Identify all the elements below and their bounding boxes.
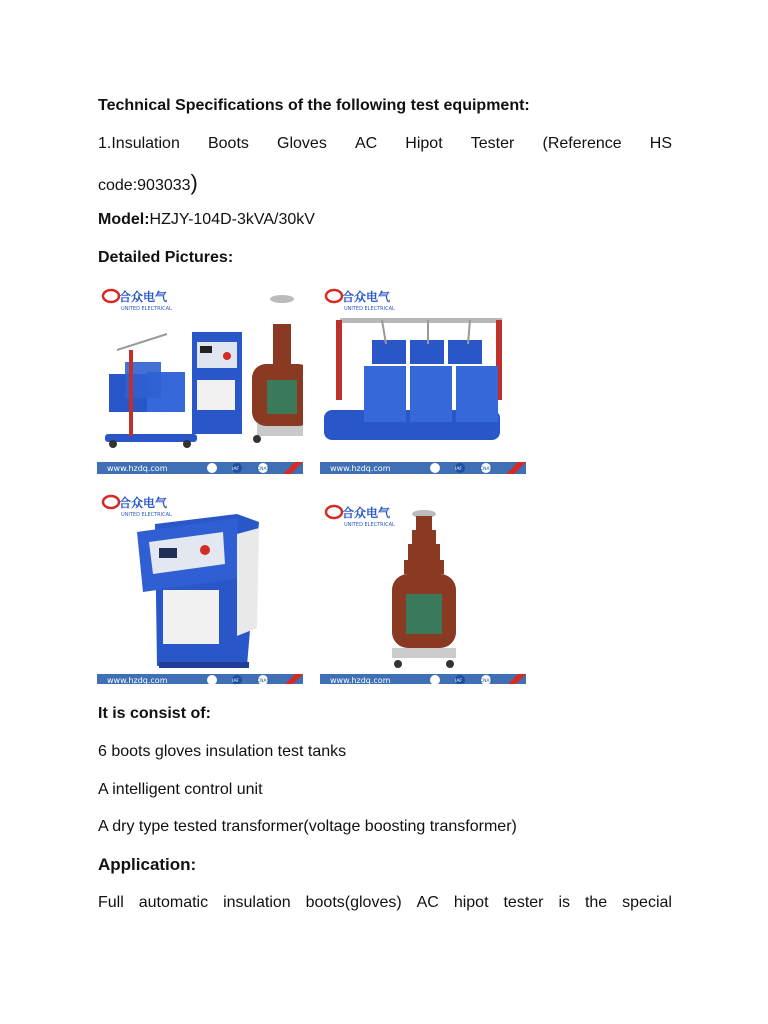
svg-text:IAF: IAF [455, 467, 462, 472]
consist-heading: It is consist of: [98, 705, 211, 722]
application-word: is [558, 894, 570, 911]
model-line [98, 210, 672, 230]
photo-banner [320, 674, 526, 684]
svg-text:IAF: IAF [455, 679, 462, 684]
photo-banner [320, 462, 526, 474]
closing-paren: ) [190, 170, 198, 195]
item-1-title [98, 134, 672, 154]
brand-name: 合众电气 [119, 290, 168, 304]
application-text [98, 893, 672, 913]
application-word: AC [416, 894, 439, 911]
item-1-word: (Reference [542, 135, 622, 152]
brand-subtitle: UNITED ELECTRICAL [344, 522, 395, 528]
application-word: insulation [223, 894, 291, 911]
photo-transformer [320, 494, 526, 684]
svg-text:CNAS: CNAS [480, 467, 493, 472]
hs-code-line [98, 170, 672, 196]
item-1-word: Tester [470, 135, 515, 152]
component-item: A dry type tested transformer(voltage boosting transformer) [98, 818, 517, 835]
item-1-word: HS [649, 135, 672, 152]
banner-url: www.hzdq.com [107, 676, 168, 684]
test-tanks [324, 318, 502, 440]
control-cabinet [192, 332, 242, 434]
spec-heading: Technical Specifications of the following test equipment: [98, 97, 530, 114]
svg-text:CNAS: CNAS [480, 679, 493, 684]
photo-test-tanks [320, 284, 526, 474]
svg-text:CNAS: CNAS [257, 679, 270, 684]
application-word: Full [98, 894, 124, 911]
application-word: hipot [453, 894, 489, 911]
photo-banner [97, 462, 303, 474]
brand-logo [103, 289, 172, 312]
application-word: automatic [138, 894, 209, 911]
svg-text:CNAS: CNAS [257, 467, 270, 472]
application-word: boots(gloves) [305, 894, 402, 911]
component-item: 6 boots gloves insulation test tanks [98, 743, 347, 760]
application-word: special [622, 894, 672, 911]
item-1-word: Hipot [405, 135, 443, 152]
transformer [392, 510, 456, 668]
photo-full-set [97, 284, 303, 474]
pictures-heading: Detailed Pictures: [98, 249, 234, 266]
banner-url: www.hzdq.com [330, 464, 391, 473]
brand-logo [326, 505, 395, 528]
item-1-word: 1.Insulation [98, 135, 180, 152]
component-item: A intelligent control unit [98, 781, 263, 798]
brand-name: 合众电气 [342, 506, 391, 520]
banner-url: www.hzdq.com [330, 676, 391, 684]
test-tank-cart [105, 334, 197, 448]
brand-subtitle: UNITED ELECTRICAL [121, 306, 172, 312]
photo-banner [97, 674, 303, 684]
svg-text:IAF: IAF [232, 467, 239, 472]
brand-logo [103, 495, 172, 518]
item-1-word: AC [354, 135, 378, 152]
brand-name: 合众电气 [342, 290, 391, 304]
transformer [252, 295, 303, 443]
model-label: Model: [98, 211, 150, 228]
model-value: HZJY-104D-3kVA/30kV [149, 211, 315, 228]
photo-control-unit [97, 494, 303, 684]
svg-text:IAF: IAF [232, 679, 239, 684]
banner-url: www.hzdq.com [107, 464, 168, 473]
application-word: the [584, 894, 608, 911]
brand-subtitle: UNITED ELECTRICAL [344, 306, 395, 312]
item-1-word: Boots [207, 135, 249, 152]
hs-code: code:903033 [98, 177, 191, 194]
control-cabinet [137, 514, 259, 668]
item-1-word: Gloves [277, 135, 327, 152]
application-heading: Application: [98, 855, 197, 874]
brand-name: 合众电气 [119, 496, 168, 510]
application-word: tester [503, 894, 544, 911]
brand-subtitle: UNITED ELECTRICAL [121, 512, 172, 518]
brand-logo [326, 289, 395, 312]
